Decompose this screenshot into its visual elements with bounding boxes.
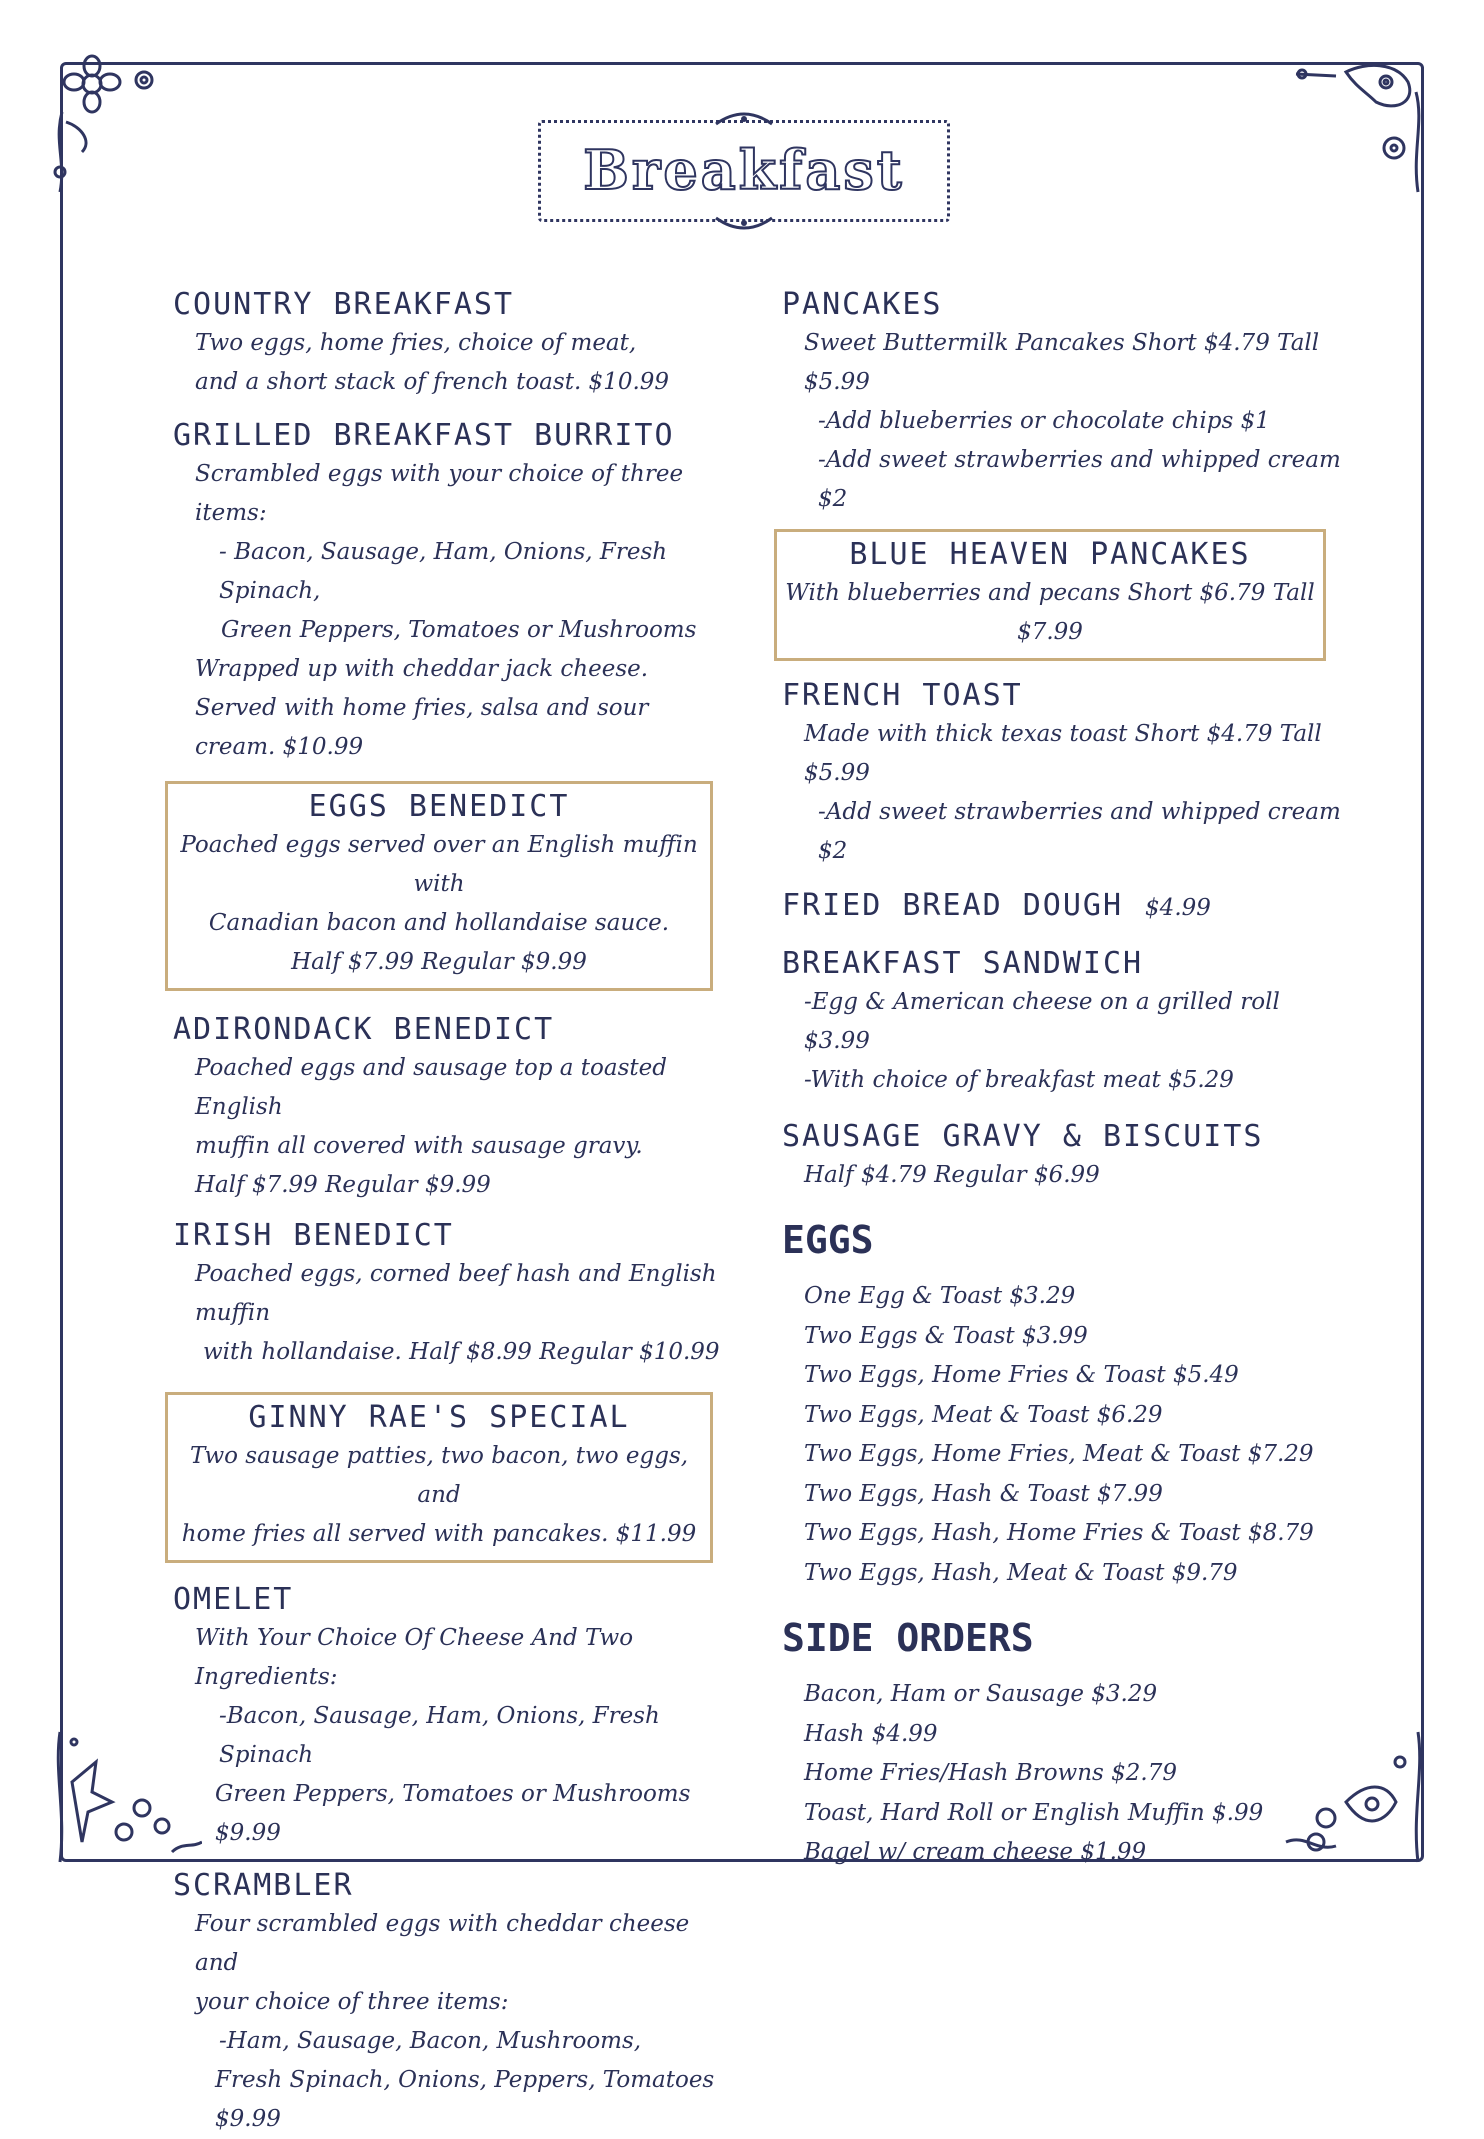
- menu-section-breakfast-sandwich: [782, 945, 1342, 1100]
- item-price: $4.99: [1145, 895, 1211, 921]
- section-title: BREAKFAST SANDWICH: [782, 946, 1144, 981]
- list-item: Two Eggs, Home Fries, Meat & Toast $7.29: [804, 1441, 1314, 1467]
- section-title: ADIRONDACK BENEDICT: [173, 1012, 555, 1047]
- description-line: With blueberries and pecans Short $6.79 Tall $7.99: [785, 580, 1315, 645]
- list-item: Two Eggs & Toast $3.99: [804, 1322, 1088, 1349]
- list-item: Two Eggs, Home Fries & Toast $5.49: [804, 1362, 1239, 1388]
- list-item: Hash $4.99: [804, 1720, 938, 1747]
- description-line: -Bacon, Sausage, Ham, Onions, Fresh Spinach: [219, 1703, 660, 1768]
- flower-corner-icon-top-left: [52, 52, 202, 202]
- section-title: OMELET: [173, 1582, 294, 1617]
- description-line: Canadian bacon and hollandaise sauce.: [208, 910, 670, 936]
- section-title: [782, 887, 1342, 927]
- section-title: FRENCH TOAST: [782, 678, 1023, 713]
- description-line: Two sausage patties, two bacon, two eggs, and: [189, 1443, 689, 1508]
- section-title: GRILLED BREAKFAST BURRITO: [173, 418, 675, 453]
- title-ornament-icon: [714, 216, 774, 232]
- menu-section-omelet: [173, 1581, 733, 1853]
- description-line: Green Peppers, Tomatoes or Mushrooms: [221, 617, 697, 643]
- menu-section-eggs: [782, 1217, 1342, 1593]
- list-item: One Egg & Toast $3.29: [804, 1283, 1076, 1309]
- description-line: Half $7.99 Regular $9.99: [291, 949, 587, 975]
- menu-section-grilled-breakfast-burrito: [173, 417, 733, 767]
- section-title: EGGS BENEDICT: [308, 789, 570, 824]
- description-line: Poached eggs, corned beef hash and English muffin: [195, 1261, 717, 1326]
- description-line: Sweet Buttermilk Pancakes Short $4.79 Tall $5.99: [804, 330, 1320, 395]
- description-line: - Bacon, Sausage, Ham, Onions, Fresh Spinach,: [219, 539, 668, 604]
- description-line: Green Peppers, Tomatoes or Mushrooms $9.99: [215, 1781, 691, 1846]
- section-title: EGGS: [782, 1218, 874, 1262]
- list-item: Two Eggs, Hash, Meat & Toast $9.79: [804, 1559, 1238, 1586]
- description-line: Served with home fries, salsa and sour cream. $10.99: [195, 695, 649, 760]
- section-title: PANCAKES: [782, 287, 943, 322]
- list-item: Bagel w/ cream cheese $1.99: [804, 1839, 1147, 1865]
- description-line: Fresh Spinach, Onions, Peppers, Tomatoes $9.99: [215, 2067, 715, 2132]
- menu-section-fried-bread-dough: [782, 887, 1342, 927]
- menu-section-adirondack-benedict: [173, 1011, 733, 1205]
- description-line: Four scrambled eggs with cheddar cheese and: [195, 1911, 690, 1976]
- description-line: home fries all served with pancakes. $11.99: [181, 1521, 697, 1547]
- description-line: Poached eggs and sausage top a toasted English: [195, 1055, 667, 1120]
- menu-section-ginny-raes-special: [165, 1392, 713, 1563]
- title-block: [538, 120, 950, 222]
- description-line: Scrambled eggs with your choice of three items:: [195, 461, 684, 526]
- list-item: Two Eggs, Meat & Toast $6.29: [804, 1401, 1163, 1428]
- section-title: COUNTRY BREAKFAST: [173, 287, 515, 322]
- list-item: Bacon, Ham or Sausage $3.29: [804, 1681, 1158, 1707]
- description-line: your choice of three items:: [195, 1989, 509, 2015]
- section-title: SAUSAGE GRAVY & BISCUITS: [782, 1119, 1264, 1154]
- menu-section-scrambler: [173, 1867, 733, 2139]
- description-line: Half $7.99 Regular $9.99: [195, 1172, 491, 1198]
- menu-section-pancakes: [782, 286, 1342, 519]
- menu-section-sausage-gravy-biscuits: [782, 1118, 1342, 1195]
- description-line: Poached eggs served over an English muffin with: [180, 832, 698, 897]
- description-line: -Add sweet strawberries and whipped cream $2: [818, 799, 1341, 864]
- description-line: -With choice of breakfast meat $5.29: [804, 1067, 1234, 1093]
- description-line: and a short stack of french toast. $10.99: [195, 369, 670, 395]
- menu-section-country-breakfast: [173, 286, 733, 402]
- menu-section-irish-benedict: [173, 1217, 733, 1372]
- flower-corner-icon-top-right: [1276, 52, 1426, 202]
- description-line: -Ham, Sausage, Bacon, Mushrooms,: [219, 2028, 642, 2054]
- description-line: Made with thick texas toast Short $4.79 Tall $5.99: [804, 721, 1322, 786]
- description-line: -Egg & American cheese on a grilled roll $3.99: [804, 989, 1280, 1054]
- menu-section-blue-heaven-pancakes: [774, 529, 1326, 661]
- description-line: -Add sweet strawberries and whipped cream $2: [818, 447, 1341, 512]
- section-title: SIDE ORDERS: [782, 1616, 1034, 1660]
- section-title: IRISH BENEDICT: [173, 1218, 454, 1253]
- page-title: Breakfast: [583, 138, 905, 202]
- list-item: Toast, Hard Roll or English Muffin $.99: [804, 1799, 1264, 1826]
- description-line: Wrapped up with cheddar jack cheese.: [195, 656, 649, 682]
- list-item: Two Eggs, Hash, Home Fries & Toast $8.79: [804, 1520, 1314, 1546]
- description-line: Half $4.79 Regular $6.99: [804, 1162, 1100, 1188]
- section-title: BLUE HEAVEN PANCAKES: [849, 537, 1251, 572]
- title-ornament-icon: [714, 110, 774, 126]
- description-line: With Your Choice Of Cheese And Two Ingredients:: [195, 1625, 634, 1690]
- section-title: GINNY RAE'S SPECIAL: [248, 1400, 630, 1435]
- list-item: Two Eggs, Hash & Toast $7.99: [804, 1480, 1163, 1507]
- list-item: Home Fries/Hash Browns $2.79: [804, 1760, 1178, 1786]
- left-menu-column: [173, 286, 733, 2139]
- description-line: with hollandaise. Half $8.99 Regular $10.99: [203, 1339, 720, 1365]
- menu-section-french-toast: [782, 677, 1342, 871]
- menu-section-side-orders: [782, 1615, 1342, 1873]
- section-title: SCRAMBLER: [173, 1868, 354, 1903]
- description-line: muffin all covered with sausage gravy.: [195, 1133, 643, 1159]
- menu-section-eggs-benedict: [165, 781, 713, 991]
- section-title-text: FRIED BREAD DOUGH: [782, 888, 1124, 923]
- right-menu-column: [782, 286, 1342, 1873]
- description-line: Two eggs, home fries, choice of meat,: [195, 330, 637, 356]
- description-line: -Add blueberries or chocolate chips $1: [818, 408, 1270, 434]
